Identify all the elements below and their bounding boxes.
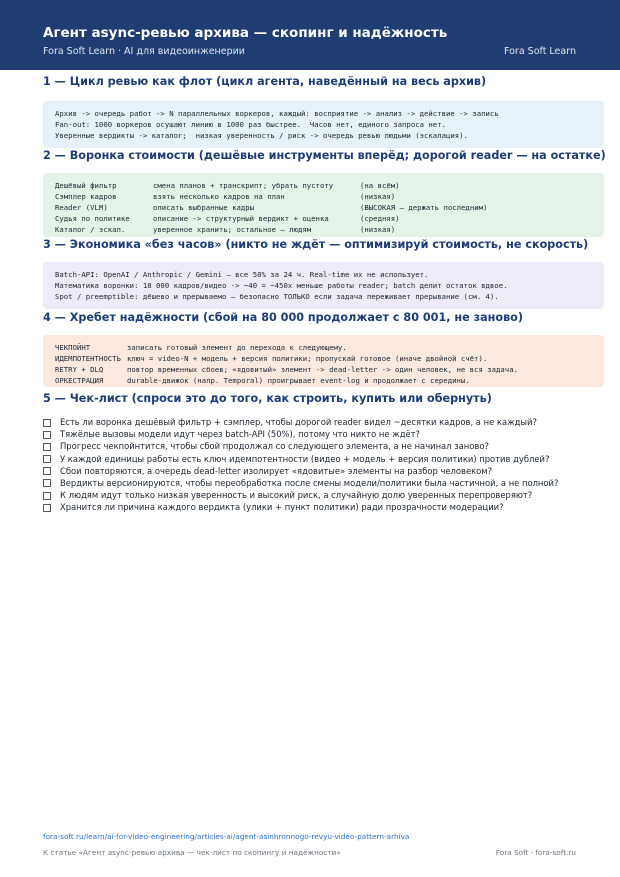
funnel-action: взять несколько кадров на план bbox=[153, 192, 285, 201]
section-5-heading: 5 — Чек-лист (спроси это до того, как строить, купить или обернуть) bbox=[43, 392, 492, 405]
checklist-item bbox=[43, 440, 603, 452]
reliability-key: ОРКЕСТРАЦИЯ bbox=[55, 376, 104, 385]
reliability-row bbox=[55, 364, 604, 375]
section-4-heading: 4 — Хребет надёжности (сбой на 80 000 продолжает с 80 001, не заново) bbox=[43, 311, 523, 324]
funnel-cost: (низкая) bbox=[360, 225, 396, 234]
economics-line: Batch-API: OpenAI / Anthropic / Gemini — все 50% за 24 ч. Real-time их не использует. bbox=[55, 270, 429, 279]
funnel-stage: Reader (VLM) bbox=[55, 203, 108, 212]
section-1-box bbox=[43, 101, 604, 148]
section-4-box bbox=[43, 335, 604, 387]
section-2-heading: 2 — Воронка стоимости (дешёвые инструменты вперёд; дорогой reader — на остатке) bbox=[43, 149, 606, 162]
checklist-item bbox=[43, 489, 603, 501]
funnel-row bbox=[55, 202, 604, 213]
page-subtitle: Fora Soft Learn · AI для видеоинженерии bbox=[43, 46, 245, 57]
section-2-box bbox=[43, 173, 604, 237]
checkbox[interactable] bbox=[43, 455, 51, 463]
funnel-action: уверенное хранить; остальное — людям bbox=[153, 225, 312, 234]
page-header bbox=[0, 0, 620, 70]
funnel-stage: Судья по политике bbox=[55, 214, 130, 223]
section-3-box bbox=[43, 262, 604, 309]
checkbox[interactable] bbox=[43, 504, 51, 512]
reliability-desc: записать готовый элемент до перехода к следующему. bbox=[127, 343, 347, 352]
funnel-row bbox=[55, 180, 604, 191]
flow-line: Уверенные вердикты -> каталог; низкая уверенность / риск -> очередь ревью людьми (эскалация). bbox=[55, 131, 468, 140]
checklist-item bbox=[43, 465, 603, 477]
checklist-item-text: Сбои повторяются, а очередь dead-letter изолирует «ядовитые» элементы на разбор человеком? bbox=[60, 465, 493, 476]
funnel-stage: Сэмплер кадров bbox=[55, 192, 117, 201]
page-title: Агент async-ревью архива — скопинг и надёжность bbox=[43, 25, 448, 41]
checklist-item-text: У каждой единицы работы есть ключ идемпотентности (видео + модель + версия политики) против дублей? bbox=[60, 453, 550, 464]
checklist-item-text: Хранится ли причина каждого вердикта (улики + пункт политики) ради прозрачности модерации? bbox=[60, 502, 504, 513]
funnel-action: смена планов + транскрипт; убрать пустоту bbox=[153, 181, 334, 190]
reliability-key: ИДЕМПОТЕНТНОСТЬ bbox=[55, 354, 121, 363]
checkbox[interactable] bbox=[43, 443, 51, 451]
funnel-row bbox=[55, 191, 604, 202]
checkbox[interactable] bbox=[43, 467, 51, 475]
reliability-row bbox=[55, 353, 604, 364]
checklist bbox=[43, 416, 603, 514]
funnel-row bbox=[55, 224, 604, 235]
economics-line: Математика воронки: 18 000 кадров/видео -> ~40 = ~450x меньше работы reader; batch делит остаток вдвое. bbox=[55, 281, 508, 290]
checklist-item bbox=[43, 501, 603, 513]
funnel-cost: (ВЫСОКАЯ — держать последним) bbox=[360, 203, 488, 212]
funnel-stage: Каталог / эскал. bbox=[55, 225, 126, 234]
reliability-desc: durable-движок (напр. Temporal) проигрывает event-log и продолжает с середины. bbox=[127, 376, 470, 385]
article-link[interactable]: fora-soft.ru/learn/ai-for-video-engineering/articles-ai/agent-asinhronnogo-revyu-video-pattern-arhiva bbox=[43, 832, 410, 841]
checklist-item-text: К людям идут только низкая уверенность и высокий риск, а случайную долю уверенных перепроверяют? bbox=[60, 490, 533, 501]
funnel-row bbox=[55, 213, 604, 224]
checklist-item bbox=[43, 428, 603, 440]
reliability-row bbox=[55, 342, 604, 353]
flow-line: Архив -> очередь работ -> N параллельных воркеров, каждый: восприятие -> анализ -> действие -> запись bbox=[55, 109, 499, 118]
funnel-stage: Дешёвый фильтр bbox=[55, 181, 117, 190]
checklist-item bbox=[43, 416, 603, 428]
reliability-desc: ключ = video-N + модель + версия политики; пропускай готовое (иначе двойной счёт). bbox=[127, 354, 488, 363]
footer-caption: К статье «Агент async-ревью архива — чек-лист по скопингу и надёжности» bbox=[43, 848, 341, 857]
checklist-item-text: Прогресс чекпойнтится, чтобы сбой продолжал со следующего элемента, а не начинал заново? bbox=[60, 441, 489, 452]
funnel-action: описать выбранные кадры bbox=[153, 203, 255, 212]
reliability-key: RETRY + DLQ bbox=[55, 365, 104, 374]
checkbox[interactable] bbox=[43, 419, 51, 427]
checklist-item bbox=[43, 477, 603, 489]
checkbox[interactable] bbox=[43, 431, 51, 439]
checklist-item-text: Вердикты версионируются, чтобы переобработка после смены модели/политики была частичной, а не полной? bbox=[60, 477, 559, 488]
funnel-cost: (низкая) bbox=[360, 192, 396, 201]
section-3-heading: 3 — Экономика «без часов» (никто не ждёт — оптимизируй стоимость, не скорость) bbox=[43, 238, 589, 251]
checklist-item-text: Тяжёлые вызовы модели идут через batch-API (50%), потому что никто не ждёт? bbox=[60, 429, 420, 440]
reliability-row bbox=[55, 375, 604, 386]
checklist-item bbox=[43, 453, 603, 465]
economics-line: Spot / preemptible: дёшево и прерываемо — безопасно ТОЛЬКО если задача переживает прерывание (см. 4). bbox=[55, 292, 499, 301]
checklist-item-text: Есть ли воронка дешёвый фильтр + сэмплер, чтобы дорогой reader видел ~десятки кадров, а не каждый? bbox=[60, 417, 537, 427]
funnel-cost: (средняя) bbox=[360, 214, 400, 223]
footer-site: Fora Soft · fora-soft.ru bbox=[495, 848, 576, 857]
funnel-action: описание -> структурный вердикт + оценка bbox=[153, 214, 329, 223]
funnel-cost: (на всём) bbox=[360, 181, 400, 190]
section-1-heading: 1 — Цикл ревью как флот (цикл агента, наведённый на весь архив) bbox=[43, 75, 487, 88]
checkbox[interactable] bbox=[43, 492, 51, 500]
reliability-desc: повтор временных сбоев; «ядовитый» элемент -> dead-letter -> один человек, не вся задача. bbox=[127, 365, 518, 374]
reliability-key: ЧЕКПОЙНТ bbox=[55, 343, 91, 352]
checkbox[interactable] bbox=[43, 479, 51, 487]
flow-line: Fan-out: 1000 воркеров осушают линию в 1000 раз быстрее. Часов нет, единого запроса нет. bbox=[55, 120, 446, 129]
brand-label: Fora Soft Learn bbox=[503, 46, 576, 57]
